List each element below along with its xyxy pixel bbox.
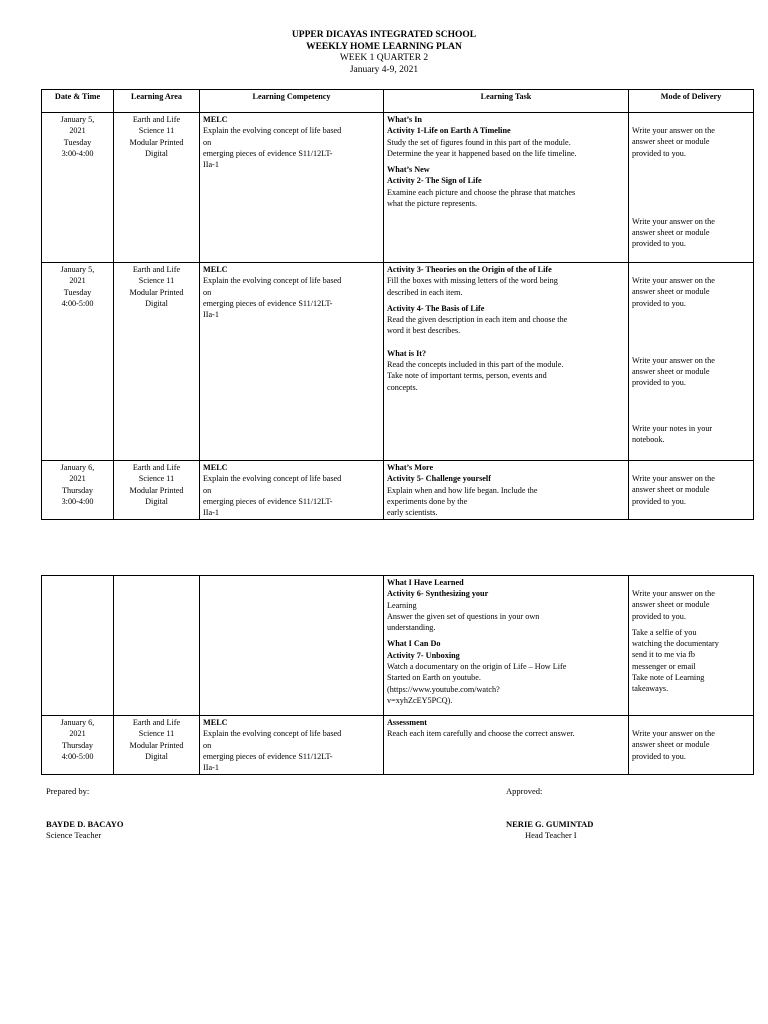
date-cell: January 6, 2021 Thursday 4:00-5:00	[42, 716, 114, 775]
date-cell: January 5, 2021 Tuesday 4:00-5:00	[42, 263, 114, 461]
competency-cell	[200, 576, 384, 716]
table-row	[42, 461, 754, 520]
date-range: January 4-9, 2021	[349, 64, 419, 75]
school-name: UPPER DICAYAS INTEGRATED SCHOOL	[291, 30, 477, 40]
prepared-by-label: Prepared by:	[46, 786, 90, 796]
document-header	[0, 30, 768, 76]
table-row	[42, 113, 754, 263]
mode-cell: Write your answer on the answer sheet or module provided to you. Write your answer on the answer sheet or module provided to you. Write your notes in your notebook.	[629, 263, 754, 461]
approved-by-name: NERIE G. GUMINTAD	[506, 819, 594, 829]
learning-plan-table-continued	[41, 575, 754, 775]
date-cell: January 6, 2021 Thursday 3:00-4:00	[42, 461, 114, 520]
column-header-mode: Mode of Delivery	[629, 90, 754, 113]
table-row	[42, 716, 754, 775]
date-cell	[42, 576, 114, 716]
column-header-area: Learning Area	[114, 90, 200, 113]
area-cell: Earth and Life Science 11 Modular Printed Digital	[114, 113, 200, 263]
area-cell: Earth and Life Science 11 Modular Printed Digital	[114, 461, 200, 520]
date-cell: January 5, 2021 Tuesday 3:00-4:00	[42, 113, 114, 263]
prepared-by-title: Science Teacher	[46, 830, 102, 840]
area-cell: Earth and Life Science 11 Modular Printed Digital	[114, 716, 200, 775]
task-cell: Assessment Reach each item carefully and choose the correct answer.	[384, 716, 629, 775]
competency-cell: MELC Explain the evolving concept of life based on emerging pieces of evidence S11/12LT- IIa-1	[200, 461, 384, 520]
mode-cell: Write your answer on the answer sheet or module provided to you.	[629, 716, 754, 775]
mode-cell: Write your answer on the answer sheet or module provided to you. Write your answer on the answer sheet or module provided to you.	[629, 113, 754, 263]
column-header-competency: Learning Competency	[200, 90, 384, 113]
competency-cell: MELC Explain the evolving concept of life based on emerging pieces of evidence S11/12LT- IIa-1	[200, 263, 384, 461]
plan-title: WEEKLY HOME LEARNING PLAN	[306, 41, 462, 52]
approved-by-label: Approved:	[506, 786, 543, 796]
task-cell: What I Have Learned Activity 6- Synthesizing your Learning Answer the given set of questions in your own understanding. What I Can Do Activity 7- Unboxing Watch a documentary on the origin of Life – How Life Started on Earth on youtube. (https://www.youtube.com/watch? v=xyhZcEY5PCQ).	[384, 576, 629, 716]
column-header-task: Learning Task	[384, 90, 629, 113]
area-cell	[114, 576, 200, 716]
learning-plan-table	[41, 89, 754, 520]
prepared-by-block	[46, 786, 124, 841]
area-cell: Earth and Life Science 11 Modular Printed Digital	[114, 263, 200, 461]
task-cell: Activity 3- Theories on the Origin of the of Life Fill the boxes with missing letters of the word being described in each item. Activity 4- The Basis of Life Read the given description in each item and choose the word it best describes. What is It? Read the concepts included in this part of the module. Take note of important terms, person, events and concepts.	[384, 263, 629, 461]
mode-cell: Write your answer on the answer sheet or module provided to you. Take a selfie of you watching the documentary send it to me via fb messenger or email Take note of Learning takeaways.	[629, 576, 754, 716]
table-row	[42, 576, 754, 716]
competency-cell: MELC Explain the evolving concept of life based on emerging pieces of evidence S11/12LT- IIa-1	[200, 716, 384, 775]
task-cell: What’s In Activity 1-Life on Earth A Timeline Study the set of figures found in this part of the module. Determine the year it happened based on the life timeline. What’s New Activity 2- The Sign of Life Examine each picture and choose the phrase that matches what the picture represents.	[384, 113, 629, 263]
task-cell: What’s More Activity 5- Challenge yourself Explain when and how life began. Include the experiments done by the early scientists.	[384, 461, 629, 520]
approved-by-title: Head Teacher I	[525, 830, 577, 840]
table-header-row	[42, 90, 754, 113]
approved-by-block	[506, 786, 593, 841]
prepared-by-name: BAYDE D. BACAYO	[46, 819, 124, 829]
table-row	[42, 263, 754, 461]
competency-cell: MELC Explain the evolving concept of life based on emerging pieces of evidence S11/12LT- IIa-1	[200, 113, 384, 263]
mode-cell: Write your answer on the answer sheet or module provided to you.	[629, 461, 754, 520]
column-header-date: Date & Time	[42, 90, 114, 113]
week-label: WEEK 1 QUARTER 2	[339, 53, 429, 63]
